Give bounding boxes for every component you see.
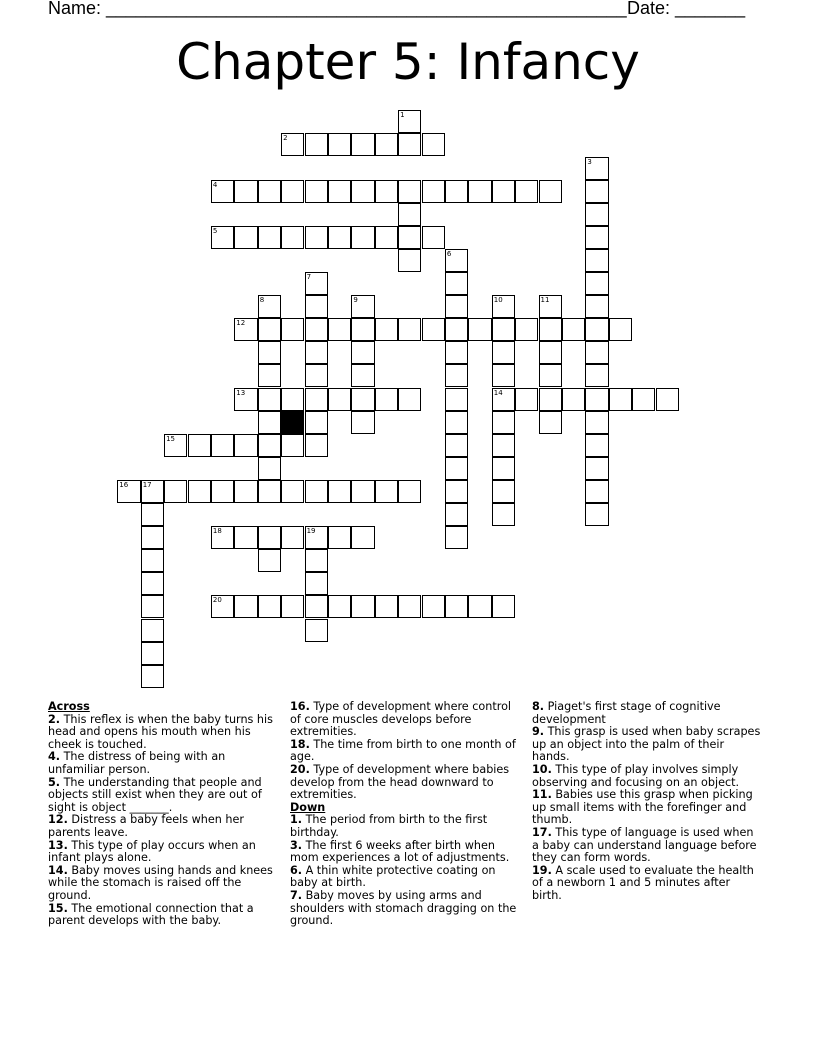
grid-cell[interactable] xyxy=(305,226,328,249)
grid-cell[interactable] xyxy=(351,226,374,249)
clue-text: Distress a baby feels when her parents leave. xyxy=(48,813,244,839)
grid-cell[interactable] xyxy=(398,595,421,618)
grid-cell[interactable] xyxy=(351,341,374,364)
clue xyxy=(290,701,520,739)
grid-cell[interactable] xyxy=(539,341,562,364)
clue-number: 10 xyxy=(493,296,503,305)
grid-cell[interactable] xyxy=(585,180,608,203)
grid-cell[interactable] xyxy=(445,364,468,387)
grid-cell[interactable] xyxy=(492,595,515,618)
grid-cell[interactable] xyxy=(562,388,585,411)
clue-number-label: 14. xyxy=(48,863,68,877)
grid-cell[interactable] xyxy=(539,388,562,411)
down-clue-list-continued xyxy=(532,701,762,903)
grid-cell[interactable] xyxy=(585,272,608,295)
grid-cell[interactable] xyxy=(305,341,328,364)
grid-cell[interactable] xyxy=(609,388,632,411)
grid-cell[interactable] xyxy=(351,526,374,549)
clue-number-label: 18. xyxy=(290,737,310,751)
grid-cell[interactable] xyxy=(585,388,608,411)
grid-cell[interactable] xyxy=(398,133,421,156)
clue xyxy=(48,714,278,752)
grid-cell[interactable] xyxy=(585,411,608,434)
grid-cell[interactable] xyxy=(258,595,281,618)
grid-cell[interactable] xyxy=(258,480,281,503)
clue-text: The distress of being with an unfamiliar person. xyxy=(48,750,226,776)
clue-text: The period from birth to the first birthday. xyxy=(290,813,488,839)
grid-cell[interactable] xyxy=(258,457,281,480)
grid-cell[interactable] xyxy=(258,318,281,341)
grid-cell[interactable] xyxy=(258,364,281,387)
grid-cell[interactable] xyxy=(305,295,328,318)
grid-cell[interactable] xyxy=(141,595,164,618)
clue-number-label: 13. xyxy=(48,838,68,852)
grid-cell[interactable] xyxy=(258,549,281,572)
grid-cell[interactable] xyxy=(141,642,164,665)
clue xyxy=(290,890,520,928)
grid-cell[interactable] xyxy=(305,572,328,595)
grid-cell[interactable] xyxy=(422,595,445,618)
grid-cell[interactable] xyxy=(398,180,421,203)
grid-cell[interactable] xyxy=(328,388,351,411)
grid-cell[interactable] xyxy=(141,503,164,526)
grid-cell[interactable] xyxy=(234,434,257,457)
grid-cell[interactable] xyxy=(398,318,421,341)
grid-cell[interactable] xyxy=(211,480,234,503)
grid-cell[interactable] xyxy=(632,388,655,411)
clue-number-label: 5. xyxy=(48,775,61,789)
clue-text: Babies use this grasp when picking up small items with the forefinger and thumb. xyxy=(532,788,753,827)
grid-cell[interactable] xyxy=(492,341,515,364)
grid-cell[interactable] xyxy=(351,388,374,411)
clue-number: 1 xyxy=(400,111,405,120)
grid-cell[interactable] xyxy=(539,318,562,341)
clue-text: A scale used to evaluate the health of a newborn 1 and 5 minutes after birth. xyxy=(532,863,754,902)
grid-cell[interactable] xyxy=(445,295,468,318)
clue xyxy=(532,827,762,865)
clue-text: Type of development where babies develop from the head downward to extremities. xyxy=(290,762,510,802)
clue-text: This type of play occurs when an infant plays alone. xyxy=(48,838,256,865)
clue-number: 7 xyxy=(306,273,312,281)
clue-number-label: 19. xyxy=(532,863,552,877)
grid-cell[interactable] xyxy=(585,203,608,226)
grid-cell[interactable] xyxy=(351,318,374,341)
clue-number-label: 12. xyxy=(48,813,68,827)
clue xyxy=(532,865,762,903)
grid-cell[interactable] xyxy=(585,503,608,526)
grid-cell[interactable] xyxy=(281,388,304,411)
clue-number: 3 xyxy=(587,157,592,166)
grid-cell[interactable] xyxy=(445,180,468,203)
clue-text: Baby moves by using arms and shoulders with stomach dragging on the ground. xyxy=(290,888,517,928)
grid-cell[interactable] xyxy=(351,133,374,156)
grid-cell[interactable] xyxy=(328,318,351,341)
across-clue-list-continued xyxy=(290,701,520,802)
grid-cell[interactable] xyxy=(258,526,281,549)
grid-cell[interactable] xyxy=(305,133,328,156)
grid-cell[interactable] xyxy=(445,526,468,549)
grid-cell[interactable] xyxy=(375,388,398,411)
clue-number: 5 xyxy=(212,226,218,235)
clue xyxy=(48,814,278,839)
grid-cell[interactable] xyxy=(492,180,515,203)
clue-number-label: 1. xyxy=(290,813,303,827)
grid-cell[interactable] xyxy=(141,619,164,642)
grid-cell[interactable] xyxy=(445,411,468,434)
grid-cell[interactable] xyxy=(351,480,374,503)
clue-number-label: 7. xyxy=(290,888,303,902)
clues-column-2 xyxy=(290,701,520,928)
grid-cell[interactable] xyxy=(211,434,234,457)
grid-cell[interactable] xyxy=(375,595,398,618)
grid-cell[interactable] xyxy=(328,526,351,549)
clue-text: This reflex is when the baby turns his head and opens his mouth when his cheek is touched. xyxy=(48,712,273,751)
clue-number: 15 xyxy=(166,434,176,443)
grid-cell[interactable] xyxy=(281,318,304,341)
clue-number: 9 xyxy=(353,296,358,305)
grid-cell[interactable] xyxy=(515,180,538,203)
clue-number-label: 2. xyxy=(48,712,61,726)
grid-cell[interactable] xyxy=(258,388,281,411)
grid-cell[interactable] xyxy=(305,411,328,434)
grid-cell[interactable] xyxy=(539,364,562,387)
grid-cell[interactable] xyxy=(422,180,445,203)
grid-cell[interactable] xyxy=(351,180,374,203)
grid-cell[interactable] xyxy=(258,180,281,203)
clue-number: 11 xyxy=(540,296,550,305)
clue-number: 19 xyxy=(306,527,316,536)
clue-number-label: 4. xyxy=(48,750,61,764)
clue-number-label: 10. xyxy=(532,762,552,776)
grid-cell[interactable] xyxy=(585,457,608,480)
across-clue-list xyxy=(48,714,278,928)
grid-cell[interactable] xyxy=(398,226,421,249)
grid-cell[interactable] xyxy=(585,480,608,503)
date-field-label: Date: _______ xyxy=(627,0,746,18)
grid-cell[interactable] xyxy=(445,457,468,480)
grid-cell[interactable] xyxy=(328,180,351,203)
grid-cell[interactable] xyxy=(585,226,608,249)
grid-cell[interactable] xyxy=(585,249,608,272)
grid-cell[interactable] xyxy=(445,318,468,341)
grid-cell[interactable] xyxy=(328,480,351,503)
clue-number-label: 8. xyxy=(532,700,545,713)
grid-cell[interactable] xyxy=(281,434,304,457)
clue xyxy=(290,814,520,839)
clue-number: 17 xyxy=(142,480,152,489)
clue xyxy=(48,840,278,865)
grid-cell[interactable] xyxy=(305,318,328,341)
page-title: Chapter 5: Infancy xyxy=(176,33,640,91)
grid-cell[interactable] xyxy=(585,318,608,341)
clue xyxy=(48,903,278,928)
clue-number: 4 xyxy=(212,180,218,189)
clue-text: Baby moves using hands and knees while the stomach is raised off the ground. xyxy=(48,863,273,902)
clue-number: 6 xyxy=(446,249,452,258)
clue-number: 12 xyxy=(236,319,246,328)
grid-cell[interactable] xyxy=(515,318,538,341)
grid-cell[interactable] xyxy=(398,249,421,272)
grid-cell[interactable] xyxy=(305,619,328,642)
grid-cell[interactable] xyxy=(305,480,328,503)
grid-cell[interactable] xyxy=(281,180,304,203)
grid-cell[interactable] xyxy=(281,480,304,503)
grid-cell[interactable] xyxy=(539,180,562,203)
clue-number: 8 xyxy=(259,296,265,305)
clue-text: This type of play involves simply observing and focusing on an object. xyxy=(532,762,740,789)
grid-cell[interactable] xyxy=(445,341,468,364)
grid-cell[interactable] xyxy=(468,318,491,341)
grid-cell[interactable] xyxy=(258,226,281,249)
grid-cell[interactable] xyxy=(141,549,164,572)
clue-number: 2 xyxy=(283,134,288,143)
clue-text: The understanding that people and objects still exist when they are out of sight is object _______. xyxy=(48,775,262,814)
grid-cell[interactable] xyxy=(234,595,257,618)
grid-cell[interactable] xyxy=(351,364,374,387)
grid-cell[interactable] xyxy=(258,341,281,364)
grid-cell[interactable] xyxy=(328,595,351,618)
grid-cell[interactable] xyxy=(539,411,562,434)
clue xyxy=(532,789,762,827)
grid-cell[interactable] xyxy=(609,318,632,341)
grid-cell[interactable] xyxy=(188,480,211,503)
grid-cell[interactable] xyxy=(375,318,398,341)
grid-cell[interactable] xyxy=(141,526,164,549)
grid-cell[interactable] xyxy=(445,434,468,457)
clue xyxy=(532,726,762,764)
grid-cell[interactable] xyxy=(164,480,187,503)
grid-cell[interactable] xyxy=(305,549,328,572)
clue-text: The first 6 weeks after birth when mom experiences a lot of adjustments. xyxy=(290,838,510,865)
grid-cell[interactable] xyxy=(141,572,164,595)
grid-cell[interactable] xyxy=(375,480,398,503)
grid-cell[interactable] xyxy=(585,341,608,364)
clue xyxy=(290,840,520,865)
clue xyxy=(290,764,520,802)
grid-cell[interactable] xyxy=(305,180,328,203)
clue-text: A thin white protective coating on baby at birth. xyxy=(290,863,496,890)
clue-number: 20 xyxy=(212,596,222,605)
grid-cell[interactable] xyxy=(351,411,374,434)
grid-cell[interactable] xyxy=(281,595,304,618)
grid-cell[interactable] xyxy=(141,665,164,688)
grid-cell[interactable] xyxy=(422,133,445,156)
grid-cell[interactable] xyxy=(515,388,538,411)
across-heading: Across xyxy=(48,700,90,713)
grid-cell[interactable] xyxy=(398,203,421,226)
grid-cell[interactable] xyxy=(492,364,515,387)
clue-text: Piaget's first stage of cognitive development xyxy=(532,700,721,726)
grid-cell[interactable] xyxy=(234,526,257,549)
grid-cell[interactable] xyxy=(258,434,281,457)
grid-cell[interactable] xyxy=(492,434,515,457)
clue-number-label: 15. xyxy=(48,901,68,915)
grid-cell[interactable] xyxy=(234,180,257,203)
grid-cell[interactable] xyxy=(234,480,257,503)
clues-column-3 xyxy=(532,701,762,903)
clue-text: The time from birth to one month of age. xyxy=(290,737,516,764)
clue-number: 16 xyxy=(119,480,129,489)
grid-cell[interactable] xyxy=(445,388,468,411)
grid-cell[interactable] xyxy=(328,226,351,249)
grid-cell[interactable] xyxy=(445,480,468,503)
grid-cell[interactable] xyxy=(234,226,257,249)
grid-cell[interactable] xyxy=(305,595,328,618)
grid-cell[interactable] xyxy=(281,226,304,249)
clue-text: Type of development where control of core muscles develops before extremities. xyxy=(290,700,512,739)
grid-cell[interactable] xyxy=(351,595,374,618)
grid-cell[interactable] xyxy=(258,411,281,434)
down-clue-list xyxy=(290,814,520,927)
clue-number-label: 6. xyxy=(290,863,303,877)
down-heading: Down xyxy=(290,800,326,814)
grid-cell[interactable] xyxy=(585,434,608,457)
clue-number-label: 20. xyxy=(290,762,310,776)
clue-number-label: 11. xyxy=(532,788,552,802)
grid-cell[interactable] xyxy=(656,388,679,411)
grid-cell[interactable] xyxy=(492,503,515,526)
name-field-label: Name: ____________________________________________________ xyxy=(48,0,627,18)
clue-number: 13 xyxy=(236,388,246,397)
grid-cell[interactable] xyxy=(492,411,515,434)
grid-cell[interactable] xyxy=(585,295,608,318)
clue xyxy=(290,739,520,764)
grid-cell[interactable] xyxy=(305,434,328,457)
grid-cell[interactable] xyxy=(398,388,421,411)
grid-cell[interactable] xyxy=(422,318,445,341)
clue xyxy=(532,701,762,726)
clue-number-label: 17. xyxy=(532,825,552,839)
black-square xyxy=(281,411,304,434)
grid-cell[interactable] xyxy=(492,457,515,480)
clue-text: This type of language is used when a baby can understand language before they can form words. xyxy=(532,825,757,865)
grid-cell[interactable] xyxy=(585,364,608,387)
grid-cell[interactable] xyxy=(305,364,328,387)
clue-number-label: 3. xyxy=(290,838,303,852)
grid-cell[interactable] xyxy=(445,272,468,295)
grid-cell[interactable] xyxy=(445,503,468,526)
grid-cell[interactable] xyxy=(398,480,421,503)
grid-cell[interactable] xyxy=(562,318,585,341)
grid-cell[interactable] xyxy=(375,226,398,249)
clue-number: 14 xyxy=(493,388,503,397)
clue xyxy=(532,764,762,789)
clue-text: This grasp is used when baby scrapes up an object into the palm of their hands. xyxy=(532,725,761,764)
grid-cell[interactable] xyxy=(492,480,515,503)
grid-cell[interactable] xyxy=(281,526,304,549)
grid-cell[interactable] xyxy=(468,595,491,618)
clue-number-label: 9. xyxy=(532,725,545,739)
grid-cell[interactable] xyxy=(375,180,398,203)
grid-cell[interactable] xyxy=(492,318,515,341)
grid-cell[interactable] xyxy=(445,595,468,618)
grid-cell[interactable] xyxy=(375,133,398,156)
grid-cell[interactable] xyxy=(305,388,328,411)
grid-cell[interactable] xyxy=(328,133,351,156)
grid-cell[interactable] xyxy=(188,434,211,457)
clue xyxy=(48,865,278,903)
grid-cell[interactable] xyxy=(422,226,445,249)
clues-column-1 xyxy=(48,701,278,928)
clue-number-label: 16. xyxy=(290,700,310,713)
clue xyxy=(290,865,520,890)
grid-cell[interactable] xyxy=(468,180,491,203)
clue xyxy=(48,777,278,815)
clue-number: 18 xyxy=(212,527,222,536)
clue-text: The emotional connection that a parent develops with the baby. xyxy=(48,901,254,928)
clue xyxy=(48,751,278,776)
